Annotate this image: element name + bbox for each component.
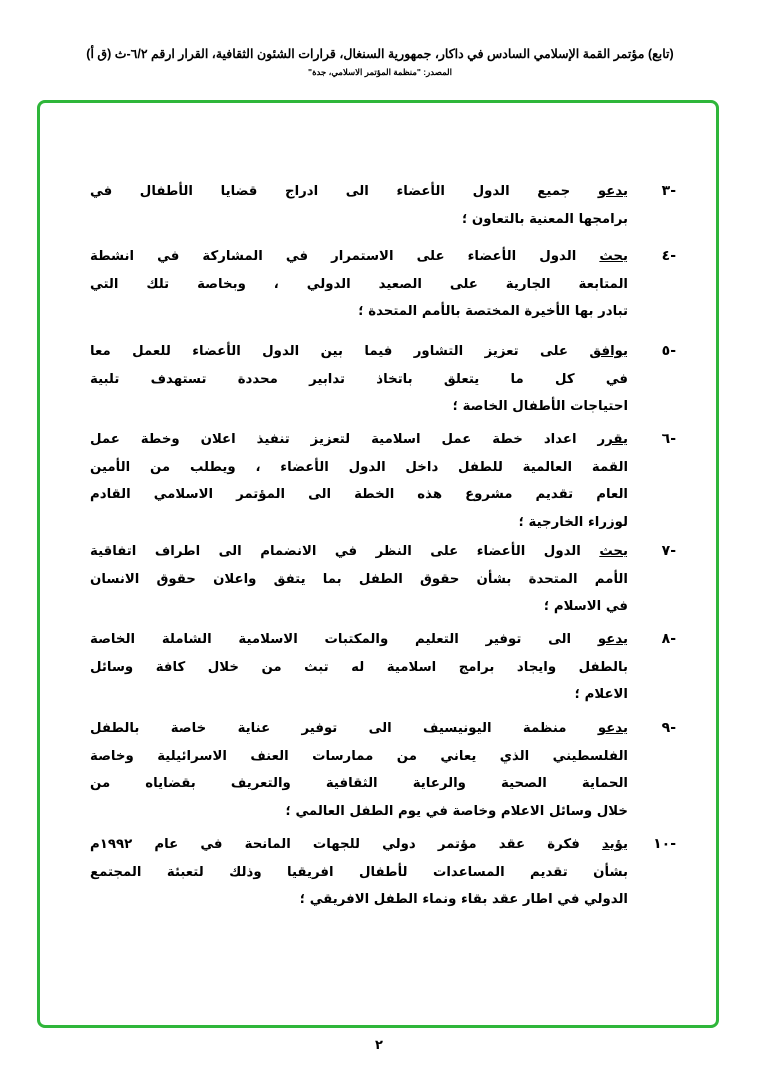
item-keyword: يحث [599, 249, 628, 264]
item-line [90, 798, 628, 826]
resolution-item [90, 338, 676, 421]
item-text: جميع الدول الأعضاء الى ادراج قضايا الأطفال في [90, 184, 571, 199]
item-number: -٧ [661, 543, 676, 559]
item-number: -٩ [661, 720, 676, 736]
item-text: على تعزيز التشاور فيما بين الدول الأعضاء للعمل معا [90, 344, 568, 359]
item-line [90, 481, 628, 509]
item-text: في الاسلام ؛ [543, 599, 628, 614]
item-text: القمة العالمية للطفل داخل الدول الأعضاء ، ويطلب من الأمين [90, 459, 628, 475]
item-number: -٨ [661, 631, 676, 647]
item-number: -٣ [661, 183, 676, 199]
item-text: الدولي في اطار عقد بقاء ونماء الطفل الافريقي ؛ [299, 892, 628, 907]
item-text: لوزراء الخارجية ؛ [518, 514, 628, 530]
item-text: بالطفل وايجاد برامج اسلامية له تبث من خلال كافة وسائل [90, 659, 628, 675]
item-line [90, 626, 628, 654]
item-text: خلال وسائل الاعلام وخاصة في يوم الطفل العالمي ؛ [285, 803, 628, 819]
item-line [90, 206, 628, 234]
item-line [90, 243, 628, 271]
item-text: احتياجات الأطفال الخاصة ؛ [452, 399, 628, 414]
item-text: الدول الأعضاء على الاستمرار في المشاركة في انشطة [90, 249, 577, 264]
item-line [90, 566, 628, 594]
page-number: ٢ [375, 1038, 383, 1053]
item-line [90, 366, 628, 394]
item-line [90, 681, 628, 709]
resolution-item [90, 178, 676, 233]
item-text: المتابعة الجارية على الصعيد الدولي ، وبخاصة تلك التي [90, 276, 628, 292]
item-line [90, 538, 628, 566]
item-text: الاعلام ؛ [574, 687, 628, 702]
item-number: -٦ [661, 431, 676, 447]
item-text: تبادر بها الأخيرة المختصة بالأمم المتحدة ؛ [358, 304, 628, 319]
item-line [90, 831, 628, 859]
item-text: في كل ما يتعلق باتخاذ تدابير محددة تستهدف تلبية [90, 371, 628, 387]
item-number: -٤ [661, 248, 676, 264]
item-line [90, 859, 628, 887]
item-line [90, 886, 628, 914]
document-header [30, 46, 730, 78]
item-text: برامجها المعنية بالتعاون ؛ [461, 211, 628, 227]
item-keyword: يقرر [597, 432, 628, 447]
resolution-item [90, 831, 676, 914]
item-line [90, 715, 628, 743]
item-line [90, 178, 628, 206]
item-text: الى توفير التعليم والمكتبات الاسلامية الشاملة الخاصة [90, 632, 572, 647]
item-text: الحماية الصحية والرعاية الثقافية والتعريف بقضاياه من [90, 776, 628, 791]
item-text: بشأن تقديم المساعدات لأطفال افريقيا وذلك لتعبئة المجتمع [90, 864, 628, 880]
resolution-item [90, 715, 676, 825]
item-line [90, 454, 628, 482]
item-number: -٥ [661, 343, 676, 359]
item-line [90, 770, 628, 798]
item-text: الأمم المتحدة بشأن حقوق الطفل بما يتفق واعلان حقوق الانسان [90, 571, 628, 587]
item-text: العام تقديم مشروع هذه الخطة الى المؤتمر الاسلامي القادم [90, 487, 628, 502]
document-title: (تابع) مؤتمر القمة الإسلامي السادس في داكار، جمهورية السنغال، قرارات الشئون الثقافية، القرار ارقم ٦/٢-ث (ق أ) [86, 47, 674, 61]
item-line [90, 426, 628, 454]
item-line [90, 338, 628, 366]
item-keyword: يدعو [597, 721, 628, 736]
item-text: الدول الأعضاء على النظر في الانضمام الى اطراف اتفاقية [90, 544, 581, 559]
item-keyword: يوافق [589, 344, 628, 359]
item-line [90, 393, 628, 421]
item-line [90, 271, 628, 299]
item-text: اعداد خطة عمل اسلامية لتعزيز تنفيذ اعلان وخطة عمل [90, 432, 577, 447]
item-line [90, 654, 628, 682]
item-keyword: يدعو [597, 632, 628, 647]
resolution-item [90, 538, 676, 621]
resolution-item [90, 626, 676, 709]
item-line [90, 593, 628, 621]
item-keyword: يدعو [597, 184, 628, 199]
item-line [90, 743, 628, 771]
item-keyword: يؤيد [601, 837, 628, 852]
item-number: -١٠ [653, 836, 676, 852]
item-text: منظمة اليونيسيف الى توفير عناية خاصة بالطفل [90, 721, 567, 736]
item-line [90, 509, 628, 537]
document-source: المصدر: "منظمة المؤتمر الاسلامي، جدة" [308, 67, 452, 77]
item-text: الفلسطيني الذي يعاني من ممارسات العنف الاسرائيلية وخاصة [90, 748, 628, 764]
resolution-item [90, 243, 676, 326]
item-line [90, 298, 628, 326]
resolution-item [90, 426, 676, 536]
item-keyword: يحث [599, 544, 628, 559]
item-text: فكرة عقد مؤتمر دولي للجهات المانحة في عام ١٩٩٢م [90, 837, 580, 852]
